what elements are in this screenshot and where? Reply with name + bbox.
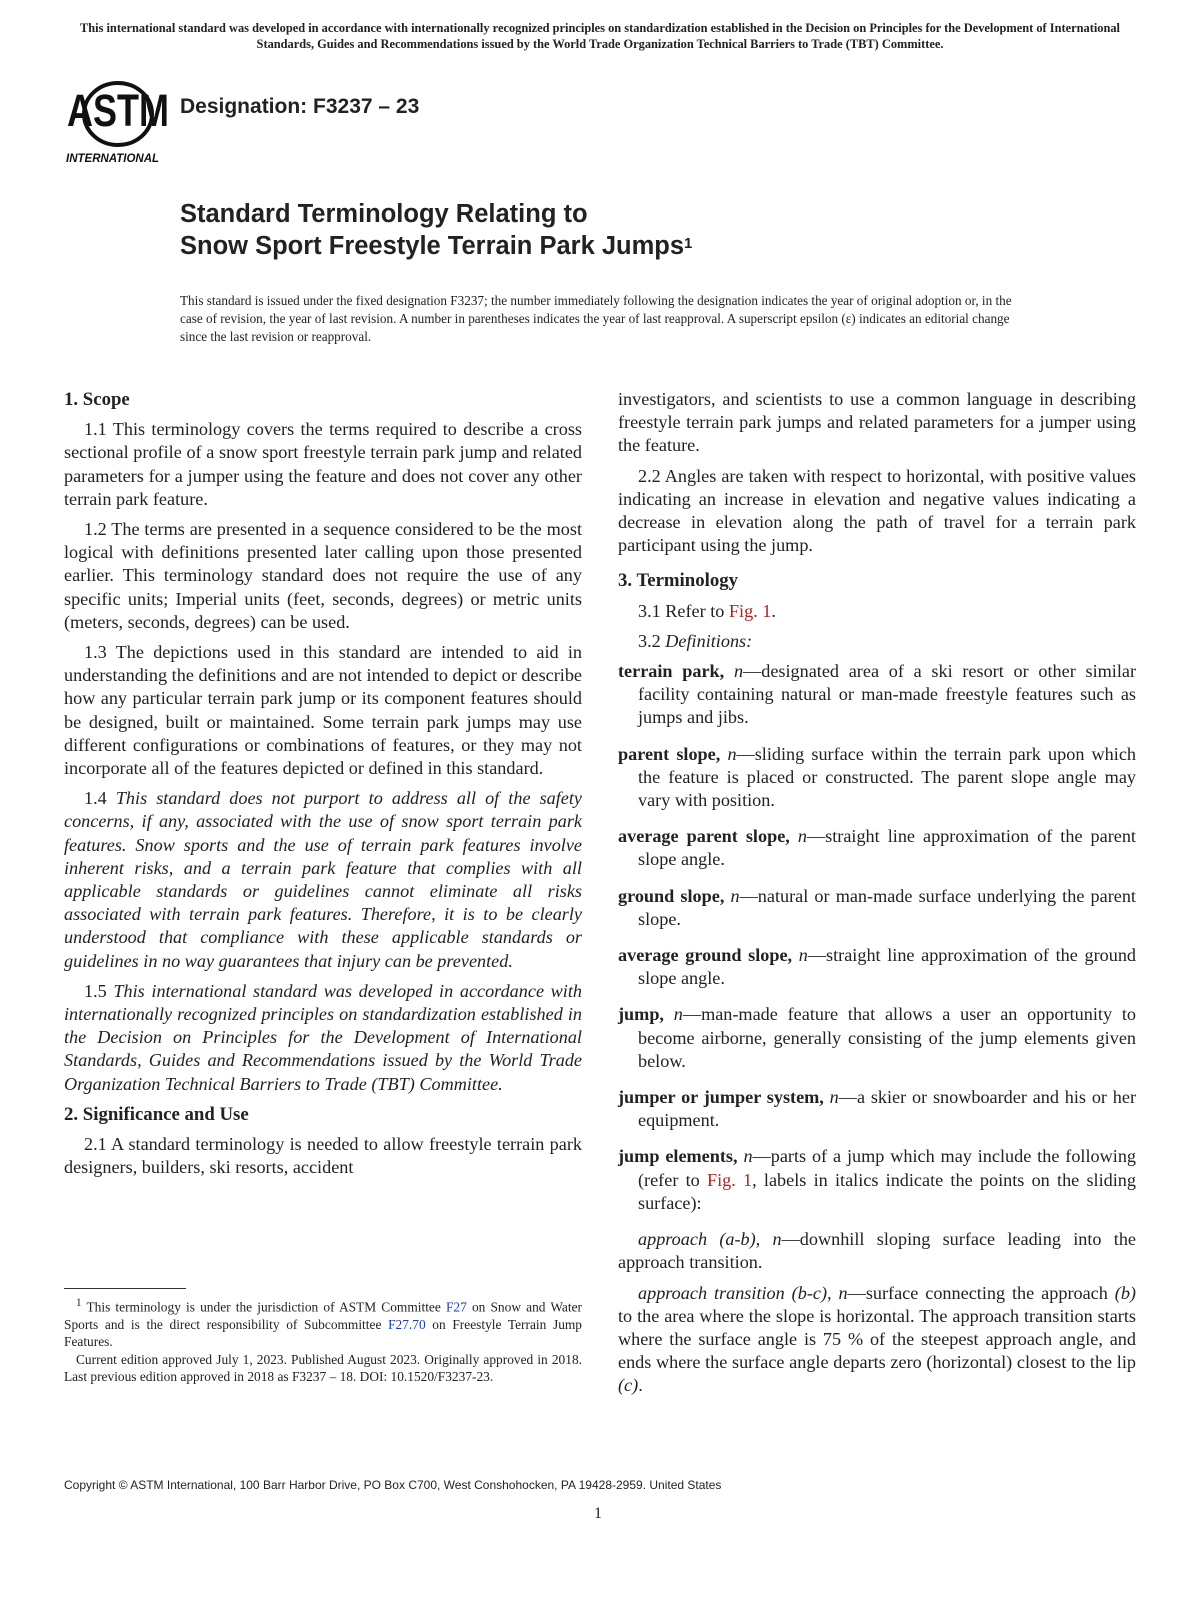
left-column (64, 388, 582, 1187)
term-definition: —a skier or snowboarder and his or her equipment. (638, 1087, 1137, 1131)
para-1-3: 1.3 The depictions used in this standard are intended to aid in understanding the definitions and are not intended to depict or describe how any particular terrain park jump or its component features should be designed, built or maintained. Some terrain park jumps may use different configurations or combinations of features, or they may not incorporate all of the features depicted or defined in this standard. (64, 642, 582, 779)
astm-logo-icon (64, 80, 172, 166)
designation: Designation: F3237 – 23 (180, 95, 420, 118)
definitions-label: Definitions: (665, 630, 753, 651)
term-name: average ground slope, (618, 945, 793, 966)
fig-1-link-2[interactable]: Fig. 1 (707, 1169, 753, 1190)
title-line-2: Snow Sport Freestyle Terrain Park Jumps (180, 232, 685, 260)
point-b-label: (b) (1114, 1282, 1136, 1303)
term-ground-slope (618, 885, 1136, 931)
approach-transition-def-a: —surface connecting the approach (847, 1282, 1115, 1303)
term-pos: n (829, 1087, 839, 1108)
footnote (64, 1295, 582, 1386)
approach-label: approach (a-b), n (638, 1229, 782, 1250)
scope-heading: 1. Scope (64, 389, 130, 410)
term-definition-end: , labels in italics indicate the points on the sliding surface): (638, 1169, 1136, 1213)
term-jump (618, 1003, 1136, 1073)
title-footnote-mark: 1 (684, 235, 693, 252)
footnote-text-a: This terminology is under the jurisdiction of ASTM Committee (81, 1299, 446, 1315)
term-pos: n (673, 1004, 683, 1025)
term-pos: n (727, 743, 737, 764)
footnote-jurisdiction (64, 1295, 582, 1351)
para-2-1-start: 2.1 A standard terminology is needed to allow freestyle terrain park designers, builders, ski resorts, accident (64, 1134, 582, 1178)
approach-definition: —downhill sloping surface leading into the approach transition. (618, 1229, 1136, 1273)
term-name: parent slope, (618, 743, 721, 764)
term-name: average parent slope, (618, 826, 790, 847)
footnote-mark: 1 (76, 1297, 82, 1309)
title-line-1: Standard Terminology Relating to (180, 200, 588, 228)
term-pos: n (730, 885, 740, 906)
para-2-1-continued: investigators, and scientists to use a common language in describing freestyle terrain park jumps and related parameters for a jumper using the feature. (618, 389, 1136, 456)
approach-transition-label: approach transition (b-c), n (638, 1282, 848, 1303)
wto-notice: This international standard was developed in accordance with internationally recognized principles on standardization established in the Decision on Principles for the Development of International Standards, Guides and Recommendations issued by the World Trade Organization Technical Barriers to Trade (TBT) Committee. (79, 21, 1121, 51)
term-pos: n (743, 1146, 753, 1167)
para-3-1-end: . (771, 600, 776, 621)
approach-transition-def-c: . (638, 1375, 643, 1396)
term-name: jump elements, (618, 1146, 738, 1167)
term-name: terrain park, (618, 661, 725, 682)
terminology-heading: 3. Terminology (618, 570, 739, 592)
term-approach (618, 1228, 1136, 1274)
term-parent-slope (618, 743, 1136, 813)
para-1-5-number: 1.5 (84, 980, 114, 1001)
term-approach-transition (618, 1282, 1136, 1398)
term-name: jump, (618, 1004, 664, 1025)
footnote-text-c: on Freestyle Terrain Jump Features. (64, 1316, 583, 1350)
preamble: This standard is issued under the fixed designation F3237; the number immediately following the designation indicates the year of original adoption or, in the case of revision, the year of last revision. A number in parentheses indicates the year of last reapproval. A superscript epsilon (ε) indicates an editorial change since the last revision or reapproval. (180, 293, 1012, 344)
subcommittee-link-f27-70[interactable]: F27.70 (388, 1316, 426, 1332)
para-1-4-text: This standard does not purport to address all of the safety concerns, if any, associated with the use of snow sport terrain park features. Snow sports and the use of terrain park features involve inherent risks, and a terrain park feature that complies with all applicable standards or guidelines cannot eliminate all risks associated with terrain park features. Therefore, it is to be clearly understood that compliance with these applicable standards or guidelines in no way guarantees that injury can be prevented. (64, 788, 583, 971)
para-1-1: 1.1 This terminology covers the terms required to describe a cross sectional profile of a snow sport freestyle terrain park jump and related parameters for a jumper using the feature and does not cover any other terrain park feature. (64, 419, 582, 509)
footnote-divider (64, 1288, 186, 1289)
approach-transition-def-b: to the area where the slope is horizontal. The approach transition starts where the surface angle is 75 % of the steepest approach angle, and ends where the surface angle departs zero (horizontal) closest to the lip (618, 1305, 1136, 1373)
para-1-2: 1.2 The terms are presented in a sequence considered to be the most logical with definitions presented later calling upon those presented earlier. This terminology standard does not require the use of any specific units; Imperial units (feet, seconds, degrees) or metric units (meters, seconds, degrees) can be used. (64, 519, 582, 632)
term-definition: —straight line approximation of the parent slope angle. (638, 826, 1136, 870)
para-3-2-number: 3.2 (638, 630, 666, 651)
term-average-parent-slope (618, 825, 1136, 871)
para-1-5 (64, 980, 582, 1096)
term-jumper-system (618, 1086, 1136, 1132)
para-3-2 (618, 630, 1136, 653)
term-definition: —natural or man-made surface underlying the parent slope. (638, 885, 1136, 929)
footnote-edition: Current edition approved July 1, 2023. Published August 2023. Originally approved in 2018. Last previous edition approved in 2018 as F3237 – 18. DOI: 10.1520/F3237-23. (64, 1351, 582, 1385)
term-terrain-park (618, 660, 1136, 730)
page-number: 1 (594, 1505, 602, 1522)
fig-1-link[interactable]: Fig. 1 (728, 600, 772, 621)
page-title (180, 198, 692, 262)
copyright-notice: Copyright © ASTM International, 100 Barr Harbor Drive, PO Box C700, West Conshohocken, PA 19428-2959. United States (64, 1478, 722, 1492)
term-definition: —parts of a jump which may include the following (refer to (638, 1146, 1137, 1190)
term-definition: —man-made feature that allows a user an opportunity to become airborne, generally consisting of the jump elements given below. (638, 1004, 1136, 1071)
term-definition: —designated area of a ski resort or other similar facility containing natural or man-made freestyle features such as jumps and jibs. (638, 661, 1137, 728)
astm-logo (64, 80, 172, 166)
logo-subtext: INTERNATIONAL (66, 153, 160, 165)
term-pos: n (797, 826, 807, 847)
term-average-ground-slope (618, 944, 1136, 990)
para-1-4 (64, 787, 582, 973)
committee-link-f27[interactable]: F27 (445, 1299, 467, 1315)
para-1-4-number: 1.4 (84, 788, 116, 809)
term-name: ground slope, (618, 885, 725, 906)
term-definition: —sliding surface within the terrain park upon which the feature is placed or constructed. The parent slope angle may vary with position. (638, 743, 1136, 811)
term-jump-elements (618, 1145, 1136, 1215)
term-name: jumper or jumper system, (618, 1087, 824, 1108)
significance-heading: 2. Significance and Use (64, 1103, 249, 1125)
term-pos: n (733, 661, 744, 682)
para-3-1-text: 3.1 Refer to (638, 600, 729, 621)
right-column (618, 388, 1136, 1405)
term-definition: —straight line approximation of the ground slope angle. (638, 945, 1137, 989)
point-c-label: (c) (618, 1375, 639, 1396)
footnote-text-b: on Snow and Water Sports and is the direct responsibility of Subcommittee (64, 1299, 582, 1332)
term-pos: n (798, 945, 808, 966)
para-2-2: 2.2 Angles are taken with respect to horizontal, with positive values indicating an increase in elevation and negative values indicating a decrease in elevation along the path of travel for a terrain park participant using the jump. (618, 465, 1136, 556)
para-3-1 (618, 600, 1136, 623)
logo-mark: ASTM (67, 85, 169, 137)
para-1-5-text: This international standard was developed in accordance with internationally recognized principles on standardization established in the Decision on Principles for the Development of International Standards, Guides and Recommendations issued by the World Trade Organization Technical Barriers to Trade (TBT) Committee. (64, 980, 583, 1094)
